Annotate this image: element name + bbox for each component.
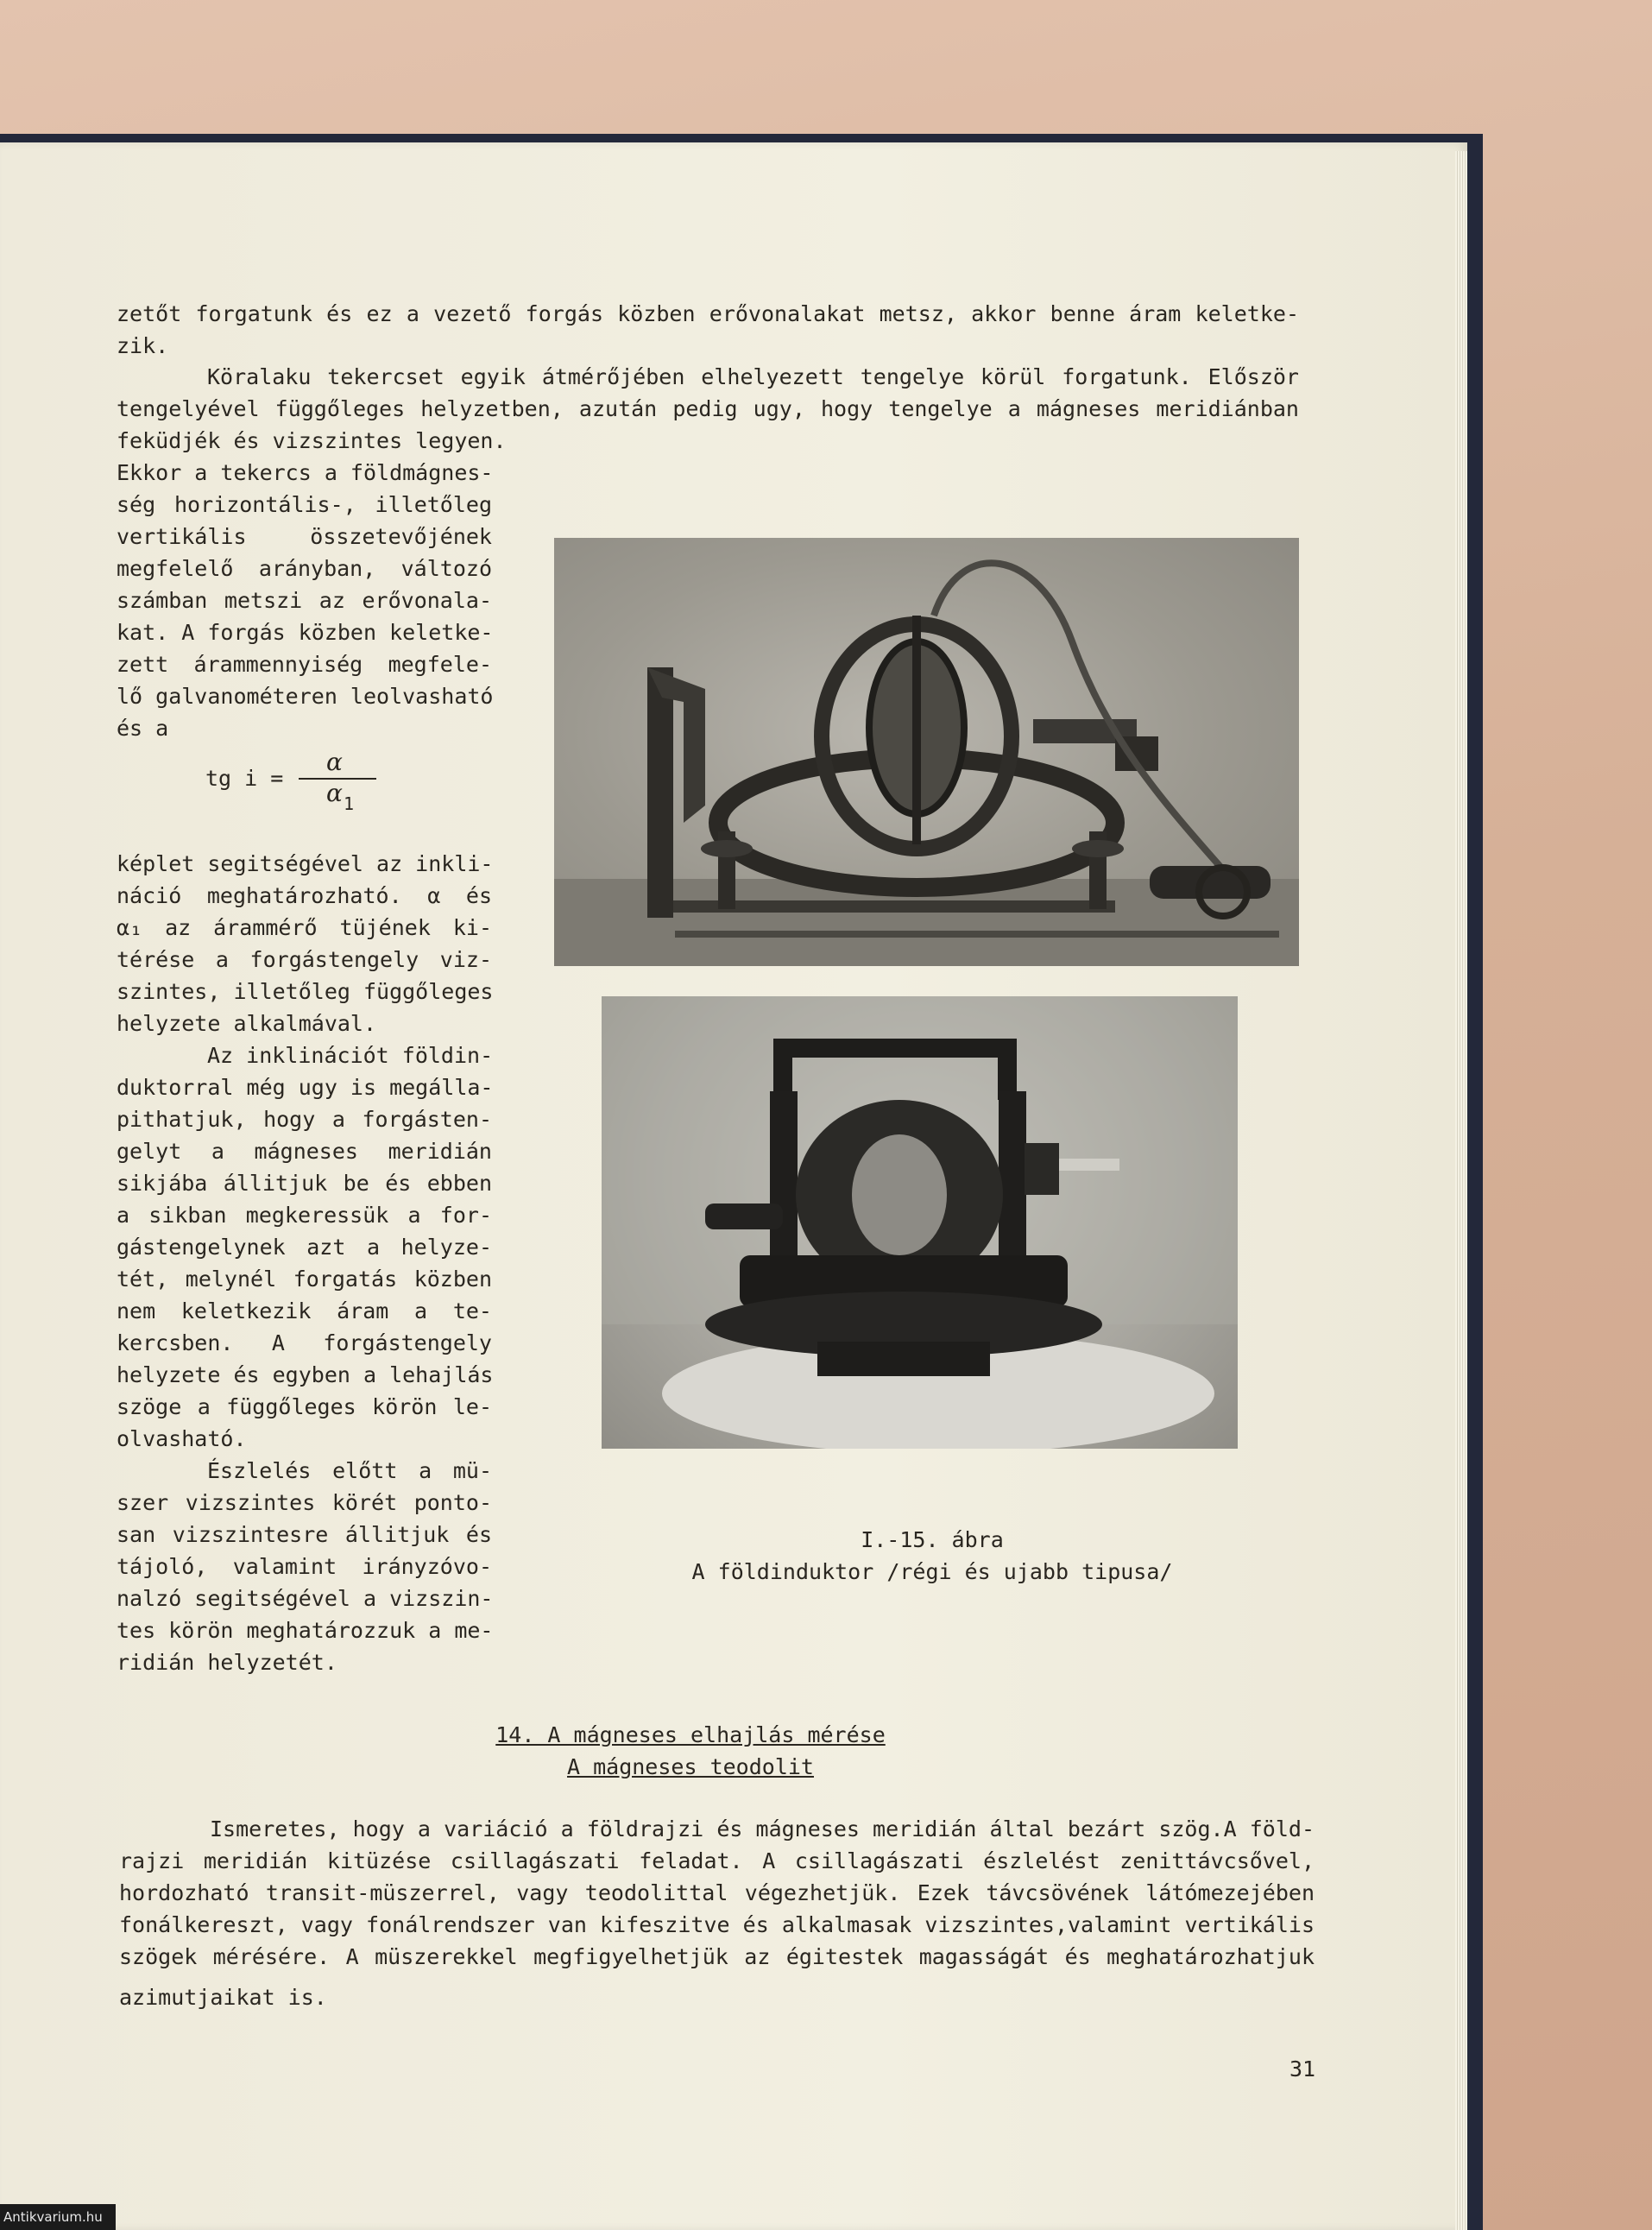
final-para-line-6: azimutjaikat is. xyxy=(119,1985,327,2010)
left-a-line: lő galvanométeren leolvasható xyxy=(117,684,494,709)
left-d-line: nalzó segitségével a vizszin- xyxy=(117,1586,494,1611)
left-c-line: helyzete és egyben a lehajlás xyxy=(117,1362,494,1387)
left-a-line: vertikális összetevőjének xyxy=(117,524,492,549)
figure-caption-label: I.-15. ábra xyxy=(861,1527,1004,1552)
page-edges xyxy=(1455,151,1467,2230)
left-column-c xyxy=(117,1039,492,1455)
figure-caption-title: A földinduktor /régi és ujabb tipusa/ xyxy=(691,1559,1173,1584)
section-title-text: 14. A mágneses elhajlás mérése xyxy=(495,1722,886,1747)
left-a-line: és a xyxy=(117,716,169,741)
left-c-line: tét, melynél forgatás közben xyxy=(117,1267,492,1292)
left-a-line: számban metszi az erővonala- xyxy=(117,588,492,613)
left-b-line: térése a forgástengely viz- xyxy=(117,947,492,972)
left-c-line: sikjába állitjuk be és ebben xyxy=(117,1171,492,1196)
formula-numerator: α xyxy=(326,748,343,776)
final-para-line-5: szögek mérésére. A müszerekkel megfigyelhetjük az égitestek magasságát és meghatározhatjuk xyxy=(119,1944,1315,1969)
final-para-line-2: rajzi meridián kitüzése csillagászati feladat. A csillagászati észlelést zenittávcsővel, xyxy=(119,1848,1315,1873)
left-column-b xyxy=(117,848,492,1039)
old-earth-inductor-photo xyxy=(554,538,1299,966)
left-b-line: helyzete alkalmával. xyxy=(117,1011,377,1036)
left-c-line: a sikban megkeressük a for- xyxy=(117,1203,492,1228)
left-c-line: olvasható. xyxy=(117,1426,247,1451)
left-a-line: zett árammennyiség megfele- xyxy=(117,652,492,677)
left-a-line: Ekkor a tekercs a földmágnes- xyxy=(117,460,494,485)
section-subtitle-text: A mágneses teodolit xyxy=(567,1754,814,1779)
left-d-line: tájoló, valamint irányzóvo- xyxy=(117,1554,492,1579)
left-d-line: san vizszintesre állitjuk és xyxy=(117,1522,492,1547)
left-b-line: képlet segitségével az inkli- xyxy=(117,851,494,876)
left-a-line: megfelelő arányban, változó xyxy=(117,556,492,581)
formula-subscript: 1 xyxy=(344,793,355,814)
left-b-line: náció meghatározható. α és xyxy=(117,883,492,908)
left-a-line: ség horizontális-, illetőleg xyxy=(117,492,492,517)
old-inductor-illustration xyxy=(554,538,1299,966)
page-number: 31 xyxy=(1289,2056,1316,2082)
formula-svg xyxy=(205,748,395,817)
left-c-line: szöge a függőleges körön le- xyxy=(117,1394,492,1419)
left-column-a xyxy=(117,457,492,744)
new-inductor-illustration xyxy=(602,996,1238,1449)
left-b-line: szintes, illetőleg függőleges xyxy=(117,979,494,1004)
section-subtitle xyxy=(363,1751,1018,1783)
section-title xyxy=(363,1719,1018,1751)
left-d-line: szer vizszintes körét ponto- xyxy=(117,1490,492,1515)
left-b-line: α₁ az árammérő tüjének ki- xyxy=(117,915,492,940)
formula-denominator: α xyxy=(326,779,343,807)
formula-lhs: tg i = xyxy=(205,766,284,791)
intro-line-1: zetőt forgatunk és ez a vezető forgás közben erővonalakat metsz, akkor benne áram keletke- xyxy=(117,301,1299,326)
left-d-line: Észlelés előtt a mü- xyxy=(207,1458,492,1483)
final-para-line-1: Ismeretes, hogy a variáció a földrajzi és mágneses meridián által bezárt szög.A föld- xyxy=(210,1816,1315,1841)
left-column-d xyxy=(117,1455,492,1678)
formula xyxy=(205,748,395,822)
left-c-line: pithatjuk, hogy a forgásten- xyxy=(117,1107,492,1132)
final-para-line-4: fonálkereszt, vagy fonálrendszer van kifeszitve és alkalmasak vizszintes,valamint vertikális xyxy=(119,1912,1315,1937)
left-c-line: gelyt a mágneses meridián xyxy=(117,1139,492,1164)
left-d-line: tes körön meghatározzuk a me- xyxy=(117,1618,494,1643)
left-d-line: ridián helyzetét. xyxy=(117,1650,337,1675)
left-a-line: kat. A forgás közben keletke- xyxy=(117,620,494,645)
final-para-line-3: hordozható transit-müszerrel, vagy teodolittal végezhetjük. Ezek távcsövének látómezejében xyxy=(119,1880,1315,1905)
new-earth-inductor-photo xyxy=(602,996,1238,1449)
watermark: Antikvarium.hu xyxy=(0,2204,116,2230)
left-c-line: gástengelynek azt a helyze- xyxy=(117,1235,492,1260)
para2-line-1: Köralaku tekercset egyik átmérőjében elhelyezett tengelye körül forgatunk. Először xyxy=(207,364,1299,389)
para2-line-3: feküdjék és vizszintes legyen. xyxy=(117,428,507,453)
intro-line-2: zik. xyxy=(117,333,169,358)
left-c-line: nem keletkezik áram a te- xyxy=(117,1298,492,1323)
left-c-line: kercsben. A forgástengely xyxy=(117,1330,492,1355)
para2-line-2: tengelyével függőleges helyzetben, azután pedig ugy, hogy tengelye a mágneses meridiánban xyxy=(117,396,1299,421)
left-c-line: duktorral még ugy is megálla- xyxy=(117,1075,494,1100)
left-c-line: Az inklinációt földin- xyxy=(207,1043,494,1068)
